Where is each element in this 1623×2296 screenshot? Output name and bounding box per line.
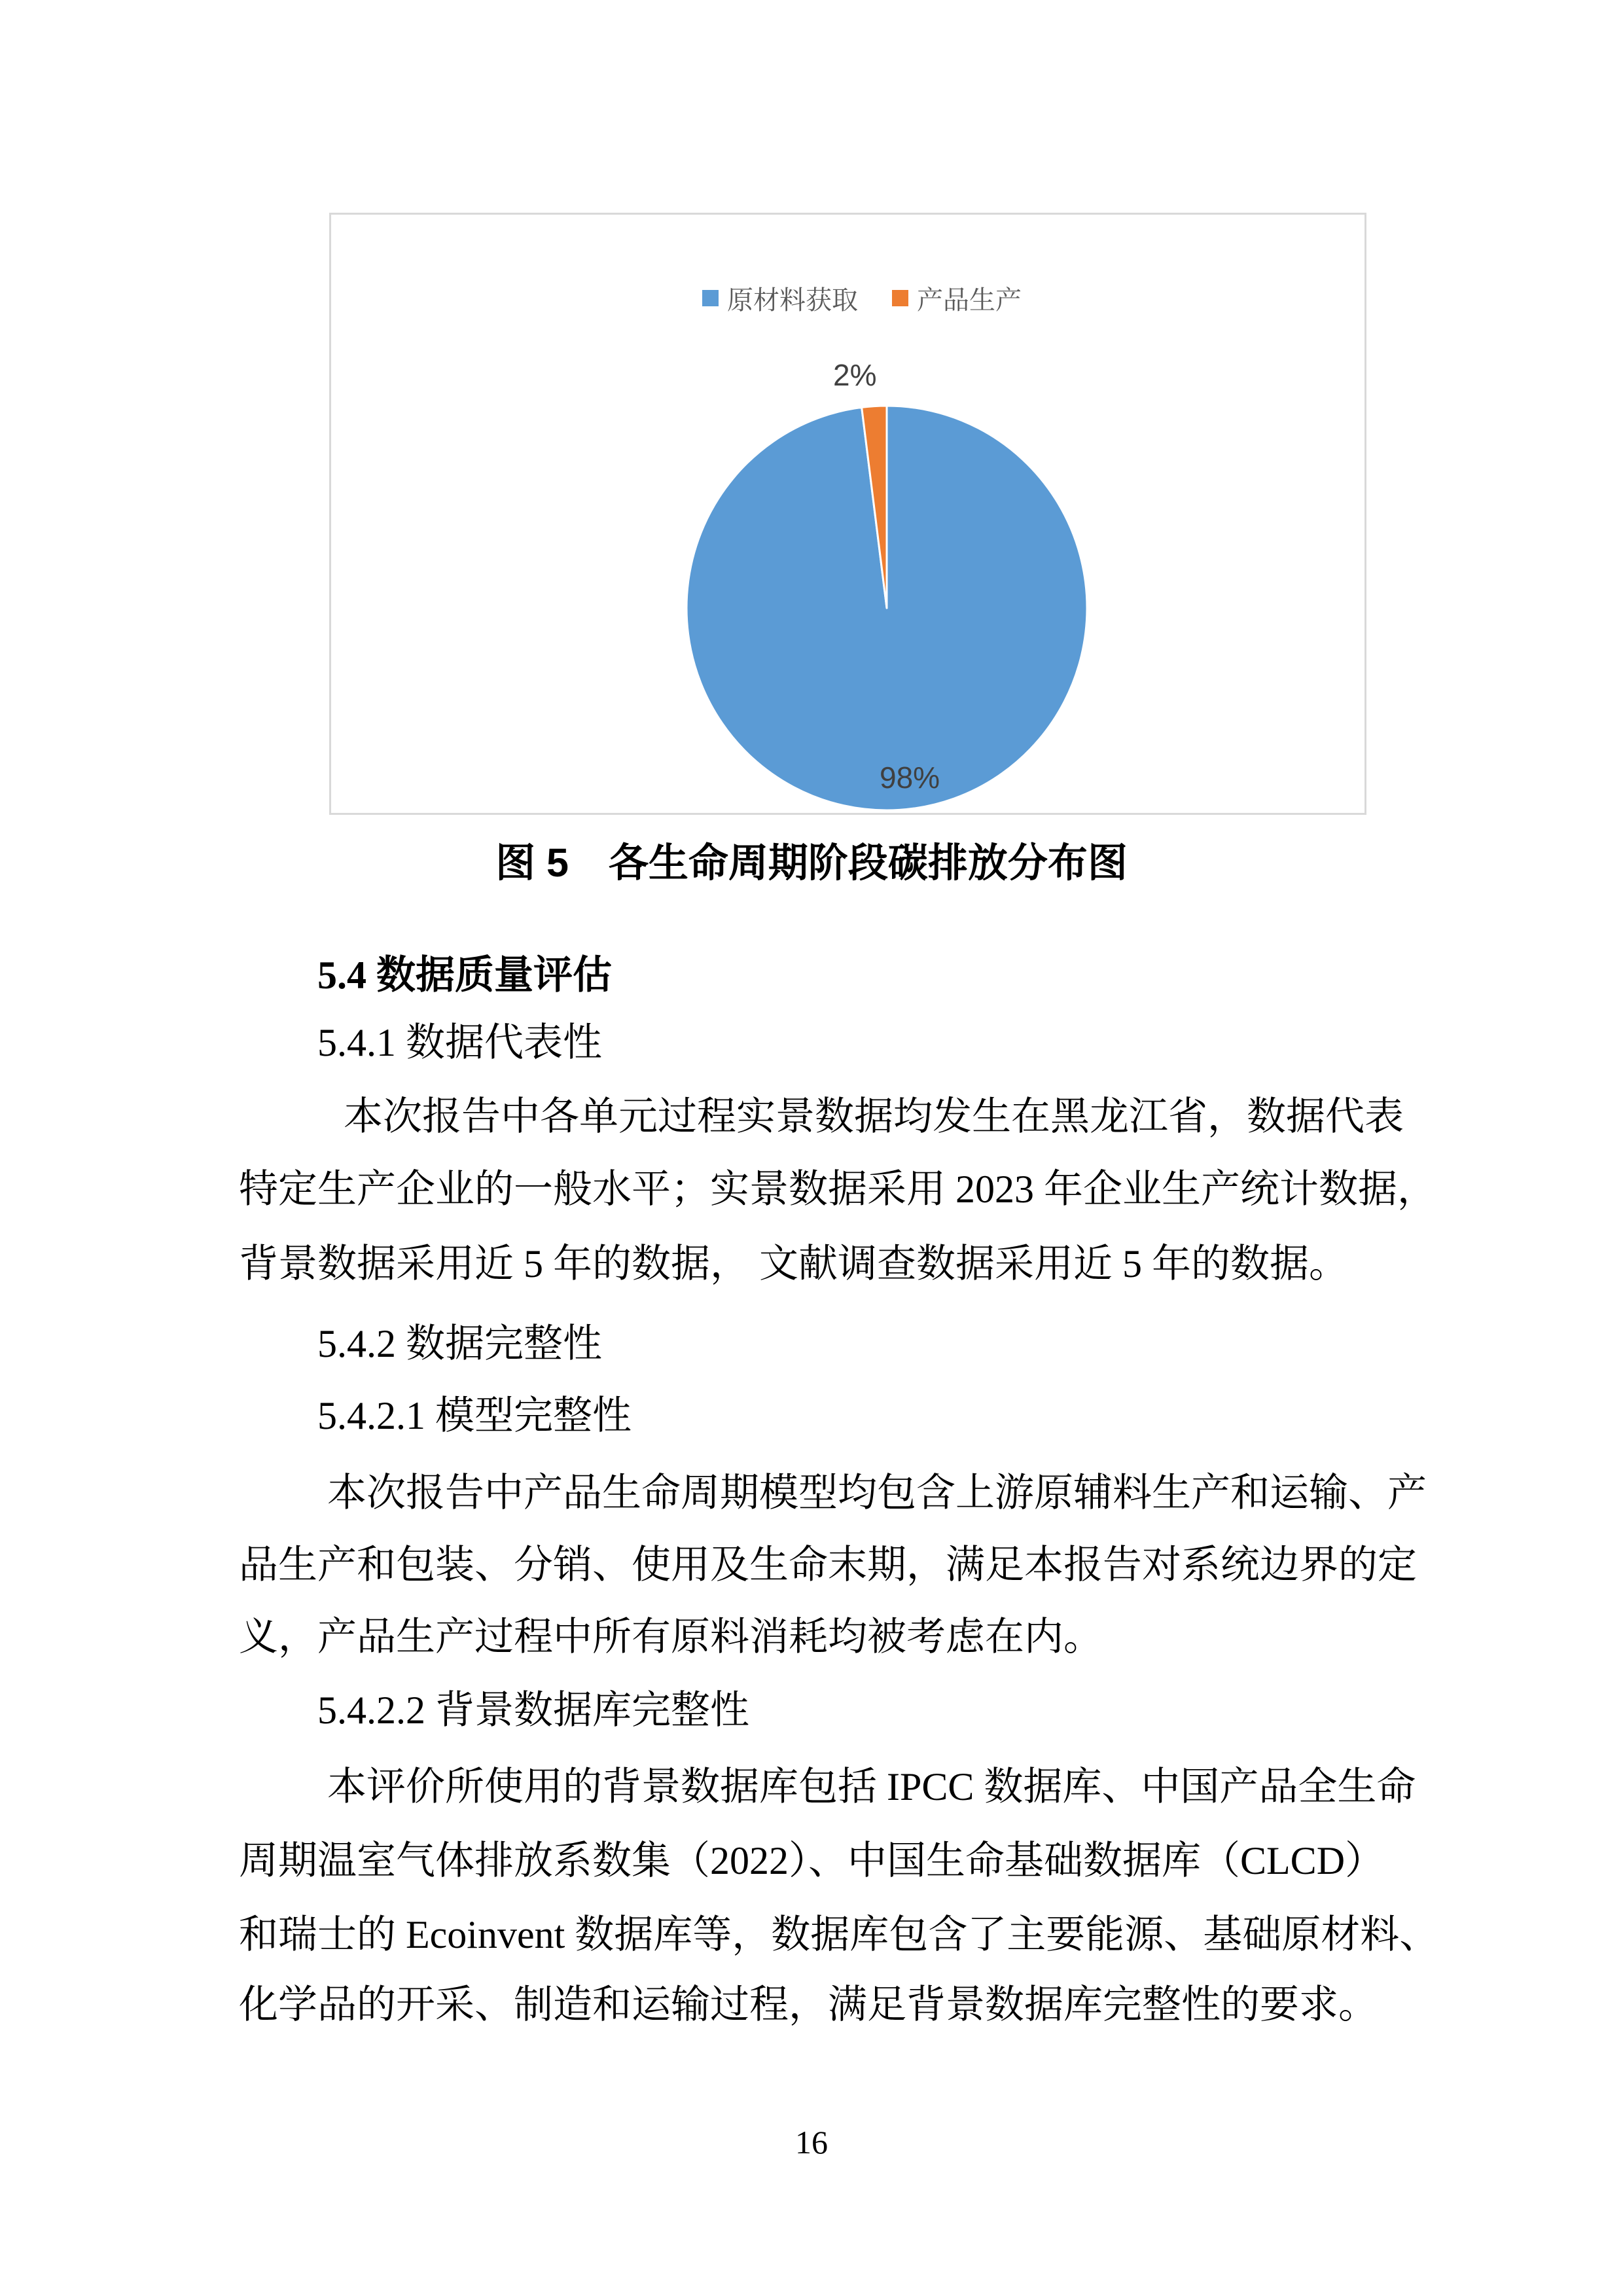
section-heading-5-4: 5.4 数据质量评估 — [317, 954, 612, 997]
paragraph-line: 周期温室气体排放系数集（2022）、中国生命基础数据库（CLCD） — [239, 1839, 1385, 1882]
legend-item-product-production — [892, 279, 1022, 317]
section-heading-5-4-2-2: 5.4.2.2 背景数据库完整性 — [317, 1689, 749, 1732]
paragraph-line: 本次报告中产品生命周期模型均包含上游原辅料生产和运输、产 — [327, 1471, 1427, 1515]
paragraph-line: 本次报告中各单元过程实景数据均发生在黑龙江省，数据代表 — [344, 1095, 1404, 1138]
data-label-blue-slice: 98% — [880, 761, 940, 795]
figure-caption: 图 5 各生命周期阶段碳排放分布图 — [495, 840, 1128, 885]
paragraph-line: 品生产和包装、分销、使用及生命末期，满足本报告对系统边界的定 — [239, 1543, 1417, 1587]
section-heading-5-4-2-1: 5.4.2.1 模型完整性 — [317, 1394, 632, 1437]
paragraph-line: 特定生产企业的一般水平；实景数据采用 2023 年企业生产统计数据， — [239, 1168, 1436, 1211]
legend-swatch-orange — [892, 290, 908, 306]
section-heading-5-4-1: 5.4.1 数据代表性 — [317, 1021, 602, 1064]
paragraph-line: 背景数据采用近 5 年的数据， 文献调查数据采用近 5 年的数据。 — [239, 1242, 1348, 1285]
paragraph-line: 义，产品生产过程中所有原料消耗均被考虑在内。 — [239, 1615, 1103, 1659]
pie-chart-figure — [329, 213, 1366, 815]
page-number: 16 — [795, 2124, 828, 2161]
chart-legend — [702, 279, 1022, 317]
pie-chart — [676, 397, 1097, 822]
legend-label-product-production: 产品生产 — [917, 286, 1022, 315]
legend-swatch-blue — [702, 290, 719, 306]
legend-item-raw-material — [702, 279, 858, 317]
section-heading-5-4-2: 5.4.2 数据完整性 — [317, 1322, 602, 1365]
legend-label-raw-material: 原材料获取 — [727, 286, 858, 315]
data-label-orange-slice: 2% — [833, 358, 877, 392]
paragraph-line: 化学品的开采、制造和运输过程，满足背景数据库完整性的要求。 — [239, 1983, 1378, 2026]
paragraph-line: 本评价所使用的背景数据库包括 IPCC 数据库、中国产品全生命 — [327, 1765, 1416, 1808]
paragraph-line: 和瑞士的 Ecoinvent 数据库等，数据库包含了主要能源、基础原材料、 — [239, 1913, 1439, 1956]
